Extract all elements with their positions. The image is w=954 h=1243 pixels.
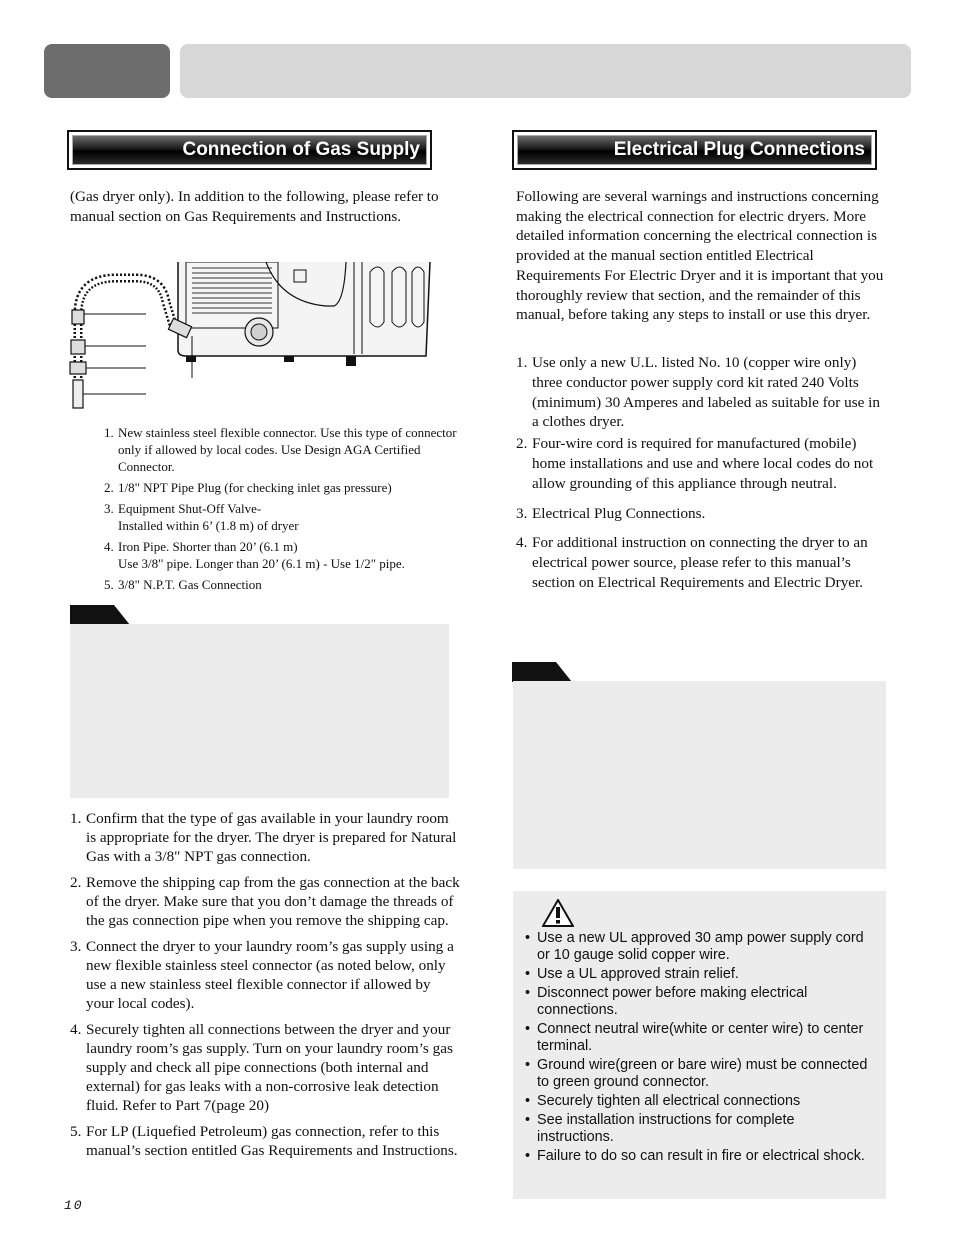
list-item: 5. For LP (Liquefied Petroleum) gas connection, refer to this manual’s section entitled Gas Requirements and Instructions. xyxy=(70,1123,458,1159)
legend-item: 1. New stainless steel flexible connector. Use this type of connector only if allowed by local codes. Use Design AGA Certified Connector. xyxy=(104,425,457,474)
legend-item: 4. Iron Pipe. Shorter than 20’ (6.1 m) Use 3/8" pipe. Longer than 20’ (6.1 m) - Use 1/2" pipe. xyxy=(104,539,405,571)
legend-item: 3. Equipment Shut-Off Valve- Installed within 6’ (1.8 m) of dryer xyxy=(104,501,299,533)
header-tab-dark xyxy=(44,44,170,98)
electrical-title: Electrical Plug Connections xyxy=(517,135,872,165)
gas-connection-diagram xyxy=(66,262,432,412)
list-item: 3. Electrical Plug Connections. xyxy=(516,504,706,522)
legend-item: 5. 3/8" N.P.T. Gas Connection xyxy=(104,577,262,592)
gas-supply-title-box xyxy=(67,130,432,170)
warning-list xyxy=(525,930,875,1167)
list-item: • Disconnect power before making electrical connections. xyxy=(525,985,808,1018)
electrical-steps-list xyxy=(516,353,888,600)
header-bar xyxy=(180,44,911,98)
list-item: 4. For additional instruction on connecting the dryer to an electrical power source, please refer to this manual’s section on Electrical Requirements and Electric Dryer. xyxy=(516,534,868,591)
list-item: 4. Securely tighten all connections between the dryer and your laundry room’s gas supply. Turn on your laundry room’s gas supply and check all pipe connections (both internal and external) for gas leaks with a non-corrosive leak detection fluid. Refer to Part 7(page 20) xyxy=(70,1021,453,1114)
warning-triangle-icon xyxy=(542,899,574,927)
electrical-title-box xyxy=(512,130,877,170)
list-item: • Use a UL approved strain relief. xyxy=(525,966,739,982)
note-tab-left xyxy=(70,605,130,625)
gas-steps-list xyxy=(70,809,460,1167)
gas-supply-title: Connection of Gas Supply xyxy=(72,135,427,165)
note-box-right xyxy=(513,681,886,869)
list-item: 1. Confirm that the type of gas available in your laundry room is appropriate for the dryer. The dryer is prepared for Natural Gas with a 3/8" NPT gas connection. xyxy=(70,810,457,865)
list-item: • Failure to do so can result in fire or electrical shock. xyxy=(525,1148,865,1164)
list-item: • Ground wire(green or bare wire) must be connected to green ground connector. xyxy=(525,1057,868,1090)
diagram-legend xyxy=(104,424,464,597)
list-item: 2. Remove the shipping cap from the gas connection at the back of the dryer. Make sure that you don’t damage the threads of the gas connection pipe when you remove the shipping cap. xyxy=(70,874,460,929)
list-item: • Use a new UL approved 30 amp power supply cord or 10 gauge solid copper wire. xyxy=(525,930,864,963)
note-tab-right xyxy=(512,662,572,682)
list-item: • See installation instructions for complete instructions. xyxy=(525,1112,795,1145)
page-number: 10 xyxy=(64,1198,84,1213)
list-item: • Securely tighten all electrical connections xyxy=(525,1093,801,1109)
list-item: 2. Four-wire cord is required for manufactured (mobile) home installations and use and where local codes do not allow grounding of this appliance through neutral. xyxy=(516,435,874,492)
note-box-left xyxy=(70,624,449,798)
list-item: • Connect neutral wire(white or center wire) to center terminal. xyxy=(525,1021,864,1054)
list-item: 1. Use only a new U.L. listed No. 10 (copper wire only) three conductor power supply cord kit rated 240 Volts (minimum) 30 Amperes and labeled as suitable for use in a clothes dryer. xyxy=(516,354,880,431)
gas-intro-text: (Gas dryer only). In addition to the following, please refer to manual section on Gas Requirements and Instructions. xyxy=(70,188,439,225)
electrical-intro-text: Following are several warnings and instructions concerning making the electrical connection for electric dryers. More detailed information concerning the electrical connection is provided at the manual section entitled Electrical Requirements For Electric Dryer and it is important that you thoroughly review that section, and the remainder of this manual, before taking any steps to install or use this dryer. xyxy=(516,188,884,324)
legend-item: 2. 1/8" NPT Pipe Plug (for checking inlet gas pressure) xyxy=(104,480,392,495)
list-item: 3. Connect the dryer to your laundry room’s gas supply using a new flexible stainless steel connector (as noted below, only use a new stainless steel flexible connector if allowed by your local codes). xyxy=(70,938,454,1012)
